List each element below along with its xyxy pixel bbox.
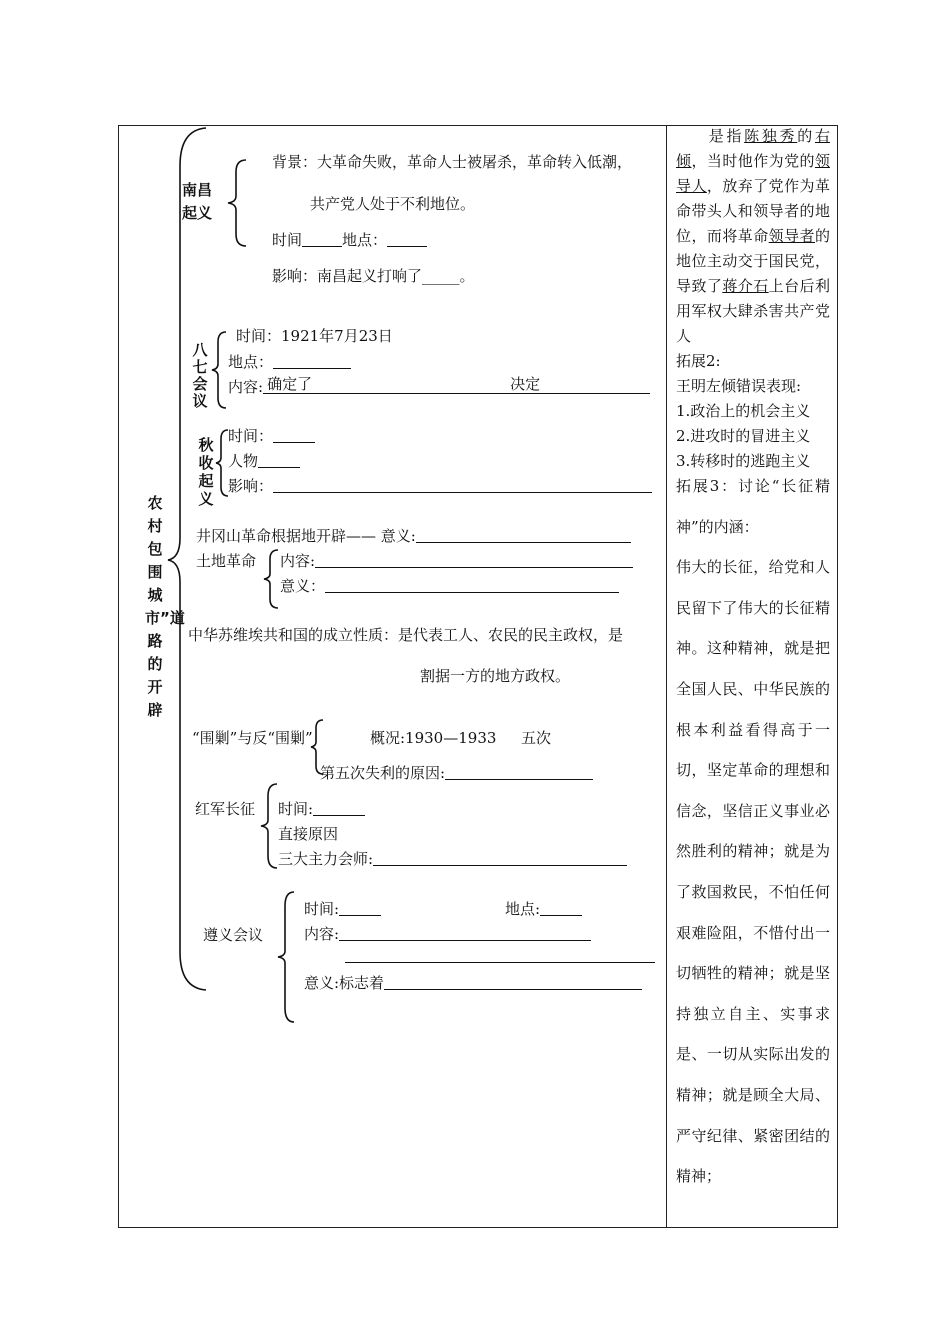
sidebar-right: 右倾 [676, 127, 830, 170]
baqi-content-decide: 决定 [510, 375, 541, 393]
qiushou-people-blank [258, 451, 300, 468]
qiushou-title: 秋收起义 [198, 436, 214, 508]
zunyi-content-blank [339, 924, 591, 941]
sidebar-intro-2: ，当时他作为党的 [691, 152, 815, 170]
baqi-title: 八七会议 [192, 341, 208, 410]
sidebar-intro-4: 的地位主动交于国民党，导致了 [676, 227, 830, 295]
nanchang-title: 南昌起义 [182, 181, 213, 222]
zunyi-place-label: 地点: [505, 900, 541, 918]
sidebar-de: 的 [797, 127, 815, 145]
nanchang-place-label: 地点： [342, 231, 388, 249]
long-march-direct-cause: 直接原因 [278, 825, 339, 843]
sidebar-chiang: 蒋介石 [722, 277, 769, 295]
sidebar-ext2-item-3: 3.转移时的逃跑主义 [676, 452, 811, 470]
qiushou-impact-blank [273, 476, 652, 493]
long-march-title: 红军长征 [195, 800, 256, 818]
baqi-place-label: 地点： [228, 353, 274, 371]
zunyi-extra-blank [345, 962, 655, 963]
baqi-content-determine: 确定了 [267, 375, 313, 393]
nanchang-time-blank [302, 230, 342, 247]
long-march-time-label: 时间: [278, 800, 314, 818]
sidebar-ext3: 拓展3：讨论“长征精神”的内涵： [676, 477, 830, 536]
land-reform-content-label: 内容: [280, 552, 316, 570]
sidebar-intro-3: ，放弃了党作为革命带头人和领导者的地位，而将革命 [676, 177, 830, 245]
sidebar-ext2-title: 拓展2: [676, 352, 721, 370]
zunyi-meaning-label: 意义:标志着 [304, 974, 385, 992]
zunyi-meaning-blank [384, 973, 642, 990]
column-divider [666, 125, 667, 1228]
jinggangshan-line [196, 526, 631, 546]
baqi-place [228, 352, 351, 372]
sidebar-intro-5: 上台后利用军权大肆杀害共产党人 [676, 277, 830, 345]
qiushou-time-blank [273, 426, 315, 443]
zunyi-meaning [304, 973, 642, 993]
long-march-three-armies-label: 三大主力会师: [278, 850, 374, 868]
encirclement-overview: 概况:1930—1933 [370, 729, 497, 747]
jinggangshan-meaning-blank [416, 526, 631, 543]
main-vertical-title: 农村包围城市”道路的开辟 [145, 494, 185, 719]
nanchang-time-place [272, 230, 427, 250]
nanchang-time-label: 时间 [272, 231, 303, 249]
zunyi-content [304, 924, 591, 944]
baqi-time: 时间：1921年7月23日 [236, 327, 393, 345]
sidebar-intro-1: 是指 [706, 127, 745, 145]
land-reform-content [280, 551, 633, 571]
nanchang-impact: 影响：南昌起义打响了_____。 [272, 267, 475, 285]
land-reform-meaning-label: 意义： [280, 577, 326, 595]
zunyi-place-blank [540, 899, 582, 916]
long-march-time-blank [313, 799, 365, 816]
nanchang-background-1: 背景：大革命失败，革命人士被屠杀，革命转入低潮， [272, 153, 633, 171]
nanchang-brace [226, 158, 248, 248]
encirclement-fifth [320, 763, 593, 783]
qiushou-impact [228, 476, 652, 496]
qiushou-people-label: 人物 [228, 452, 259, 470]
sidebar-intro [676, 124, 830, 349]
qiushou-time [228, 426, 315, 446]
jinggangshan-text: 井冈山革命根据地开辟—— [196, 527, 377, 545]
sidebar-leader-2: 领导者 [768, 227, 815, 245]
encirclement-count: 五次 [521, 729, 552, 747]
sidebar-notes [676, 124, 830, 1229]
land-reform-title: 土地革命 [196, 552, 257, 570]
sidebar-leader: 领导人 [676, 152, 830, 195]
baqi-content [228, 377, 650, 397]
long-march-three-armies [278, 849, 627, 869]
sidebar-spirit: 伟大的长征，给党和人民留下了伟大的长征精神。这种精神，就是把全国人民、中华民族的根本利益看得高于一切，坚定革命的理想和信念，坚信正义事业必然胜利的精神；就是为了救国救民，不怕任何艰难险阻，不惜付出一切牺牲的精神；就是坚持独立自主、实事求是、一切从实际出发的精神；就是顾全大局、严守纪律、紧密团结的精神； [676, 558, 830, 1186]
land-reform-meaning-blank [325, 576, 619, 593]
sidebar-chen: 陈独秀 [744, 127, 798, 145]
land-reform-brace [262, 548, 280, 610]
qiushou-people [228, 451, 300, 471]
long-march-time [278, 799, 365, 819]
soviet-line-1: 中华苏维埃共和国的成立性质：是代表工人、农民的民主政权，是 [188, 626, 624, 644]
qiushou-time-label: 时间： [228, 427, 274, 445]
long-march-three-armies-blank [373, 849, 627, 866]
baqi-content-label: 内容: [228, 378, 264, 396]
long-march-brace [259, 782, 279, 870]
nanchang-place-blank [387, 230, 427, 247]
land-reform-content-blank [315, 551, 633, 568]
sidebar-ext2-sub: 王明左倾错误表现: [676, 377, 802, 395]
zunyi-title: 遵义会议 [203, 926, 264, 944]
nanchang-background-2: 共产党人处于不利地位。 [310, 195, 476, 213]
land-reform-meaning [280, 576, 619, 596]
baqi-place-blank [273, 352, 351, 369]
jinggangshan-meaning-label: 意义: [380, 527, 416, 545]
zunyi-brace [276, 890, 296, 1024]
zunyi-time [304, 899, 381, 919]
qiushou-impact-label: 影响： [228, 477, 274, 495]
sidebar-ext2-item-2: 2.进攻时的冒进主义 [676, 427, 811, 445]
baqi-brace [210, 330, 228, 410]
zunyi-time-blank [339, 899, 381, 916]
soviet-line-2: 割据一方的地方政权。 [420, 667, 571, 685]
zunyi-place [505, 899, 582, 919]
encirclement-title: “围剿”与反“围剿” [192, 729, 313, 747]
baqi-content-blank [263, 377, 650, 394]
encirclement-fifth-label: 第五次失利的原因: [320, 764, 446, 782]
zunyi-time-label: 时间: [304, 900, 340, 918]
zunyi-content-label: 内容: [304, 925, 340, 943]
encirclement-fifth-blank [445, 763, 593, 780]
sidebar-ext2-item-1: 1.政治上的机会主义 [676, 402, 811, 420]
